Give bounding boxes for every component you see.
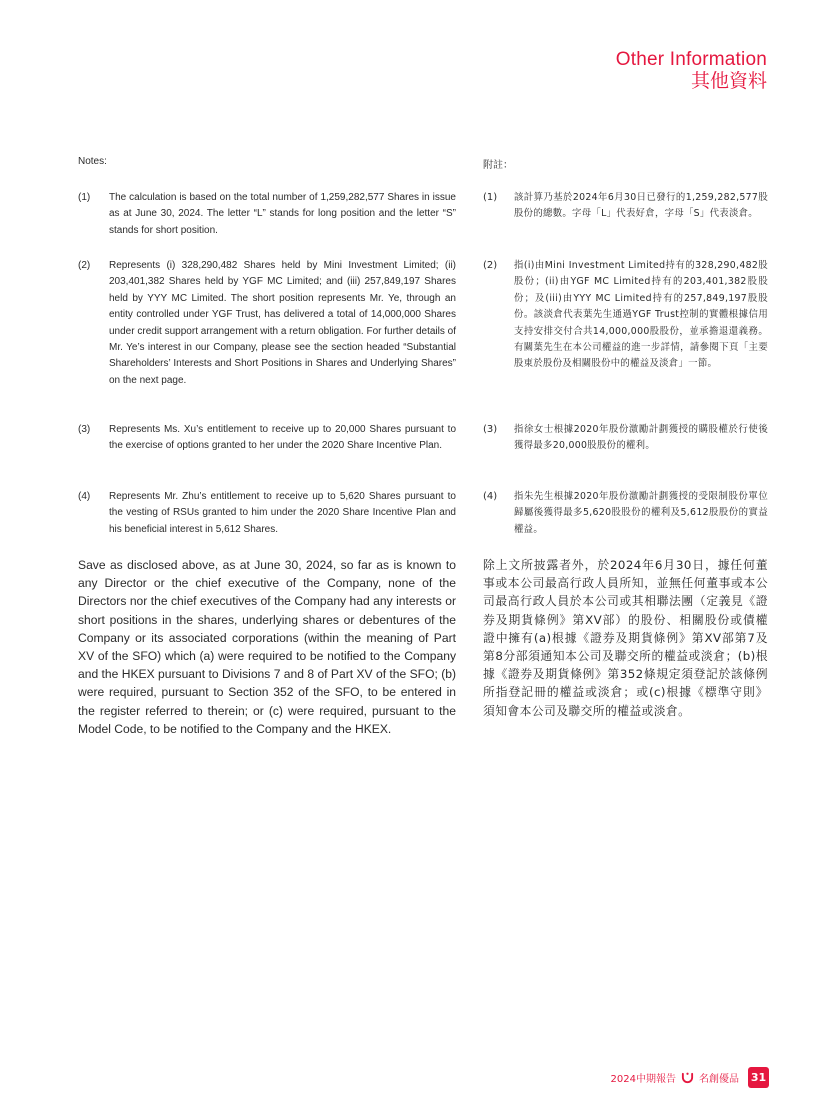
note-item-zh-3 <box>483 422 768 455</box>
page-number: 31 <box>748 1067 769 1088</box>
note-number: (1) <box>78 192 91 203</box>
note-text: 指朱先生根據2020年股份激勵計劃獲授的受限制股份單位歸屬後獲得最多5,620股股份的權利及5,612股股份的實益權益。 <box>514 491 768 535</box>
note-text: Represents Mr. Zhu’s entitlement to receive up to 5,620 Shares pursuant to the vesting of RSUs granted to him under the 2020 Share Incentive Plan and his beneficial interest in 5,612 Shares. <box>109 491 456 535</box>
section-title-en: Other Information <box>615 49 767 70</box>
note-number: (3) <box>483 424 498 435</box>
note-text: 指徐女士根據2020年股份激勵計劃獲授的購股權於行使後獲得最多20,000股股份的權利。 <box>514 424 768 452</box>
page-header <box>616 50 767 91</box>
note-text: Represents Ms. Xu’s entitlement to receive up to 20,000 Shares pursuant to the exercise of options granted to her under the 2020 Share Incentive Plan. <box>109 424 456 452</box>
note-number: (2) <box>483 260 498 271</box>
note-item-en-1 <box>78 190 456 239</box>
note-number: (4) <box>78 491 91 502</box>
brand-logo-icon <box>681 1071 694 1084</box>
section-title-zh: 其他資料 <box>690 70 767 92</box>
note-item-zh-1 <box>483 190 768 223</box>
report-label: 2024中期報告 <box>610 1074 676 1085</box>
note-item-en-3 <box>78 422 456 455</box>
note-text: 該計算乃基於2024年6月30日已發行的1,259,282,577股股份的總數。字母「L」代表好倉，字母「S」代表淡倉。 <box>514 192 768 220</box>
note-item-en-4 <box>78 489 456 538</box>
notes-heading-zh: 附註： <box>483 160 513 171</box>
note-text: Represents (i) 328,290,482 Shares held by Mini Investment Limited; (ii) 203,401,382 Shares held by YGF MC Limited; and (iii) 257,849,197 Shares held by YYY MC Limited. The short position represents Mr. Ye, through an entity controlled under YGF Trust, has delivered a total of 14,000,000 Shares under credit support arrangement with a return obligation. For further details of Mr. Ye’s interest in our Company, please see the section headed “Substantial Shareholders’ Interests and Short Positions in Shares and Underlying Shares” on the next page. <box>109 260 456 386</box>
note-number: (4) <box>483 491 498 502</box>
disclosure-paragraph-zh: 除上文所披露者外，於2024年6月30日，據任何董事或本公司最高行政人員所知，並無任何董事或本公司最高行政人員於本公司或其相聯法團（定義見《證券及期貨條例》第XV部）的股份、相關股份或債權證中擁有(a)根據《證券及期貨條例》第XV部第7及第8分部須通知本公司及聯交所的權益或淡倉；(b)根據《證券及期貨條例》第352條規定須登記於該條例所指登記冊的權益或淡倉；或(c)根據《標準守則》須知會本公司及聯交所的權益或淡倉。 <box>483 558 768 718</box>
notes-heading-en: Notes: <box>78 156 107 167</box>
disclosure-paragraph-en: Save as disclosed above, as at June 30, 2024, so far as is known to any Director or the chief executive of the Company, none of the Directors nor the chief executives of the Company had any interests or short positions in the shares, underlying shares or debentures of the Company or its associated corporations (within the meaning of Part XV of the SFO) which (a) were required to be notified to the Company and the HKEX pursuant to Divisions 7 and 8 of Part XV of the SFO; (b) were required, pursuant to Section 352 of the SFO, to be entered in the register referred to therein; or (c) were required, pursuant to the Model Code, to be notified to the Company and the HKEX. <box>78 558 456 736</box>
page-footer <box>611 1067 769 1088</box>
note-number: (1) <box>483 192 498 203</box>
note-number: (2) <box>78 260 91 271</box>
brand-name: 名創優品 <box>699 1074 739 1085</box>
note-number: (3) <box>78 424 91 435</box>
note-text: 指(i)由Mini Investment Limited持有的328,290,482股股份；(ii)由YGF MC Limited持有的203,401,382股股份；及(iii)由YYY MC Limited持有的257,849,197股股份。該淡倉代表葉先生通過YGF Trust控制的實體根據信用支持安排交付合共14,000,000股股份，並承擔退還義務。有關葉先生在本公司權益的進一步詳情，請參閱下頁「主要股東於股份及相關股份中的權益及淡倉」一節。 <box>514 260 768 370</box>
note-item-zh-4 <box>483 489 768 538</box>
note-item-zh-2 <box>483 258 768 373</box>
note-item-en-2 <box>78 258 456 389</box>
english-column <box>78 156 456 736</box>
chinese-column <box>483 156 768 718</box>
note-text: The calculation is based on the total number of 1,259,282,577 Shares in issue as at June 30, 2024. The letter “L” stands for long position and the letter “S” stands for short position. <box>109 192 456 236</box>
